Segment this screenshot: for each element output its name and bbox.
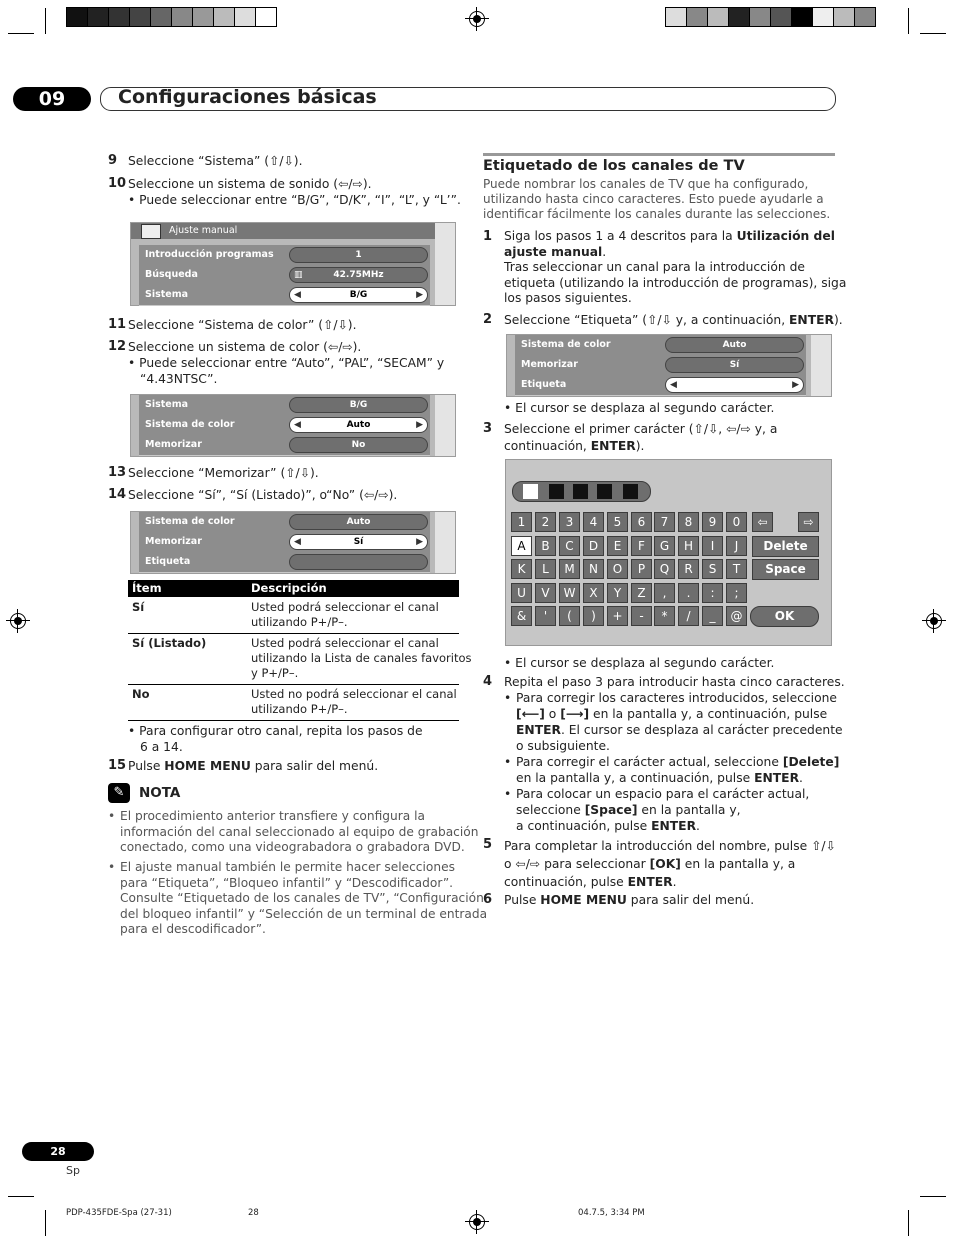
color-bar-right (665, 7, 876, 27)
crop-mark (920, 1196, 946, 1197)
key[interactable]: Q (654, 559, 675, 579)
key[interactable]: H (678, 536, 699, 556)
key[interactable]: R (678, 559, 699, 579)
osd-row[interactable]: Sistema B/G (139, 395, 430, 416)
space-button[interactable]: Space (752, 559, 819, 580)
key[interactable]: ( (559, 606, 580, 626)
key[interactable]: J (726, 536, 747, 556)
key[interactable]: _ (702, 606, 723, 626)
step-text: Seleccione “Sistema de color” (⇧/⇩). (128, 318, 357, 332)
bullet-text: 6 a 14. (140, 740, 183, 754)
key[interactable]: Y (607, 583, 628, 603)
key[interactable]: / (678, 606, 699, 626)
step-number: 5 (483, 837, 493, 852)
chapter-badge: 09 (13, 87, 91, 111)
note-text: El procedimiento anterior transfiere y configura la información del canal seleccionado al equipo de grabación conectado, como una videograbadora o grabadora DVD. (120, 809, 479, 854)
bullet-text: Para corregir el carácter actual, seleccione [Delete] en la pantalla y, a continuación, pulse ENTER. (516, 755, 840, 785)
registration-mark-icon (469, 1214, 485, 1230)
onscreen-keyboard (505, 459, 832, 646)
key[interactable]: 4 (583, 512, 604, 532)
key[interactable]: I (702, 536, 723, 556)
bullet-text: Para corregir los caracteres introducidos, seleccione [⟵] o [⟶] en la pantalla y, a continuación, pulse ENTER. El cursor se desplaza al carácter precedente o subsiguiente. (516, 691, 843, 753)
page-title: Configuraciones básicas (118, 86, 377, 108)
footer-page: 28 (248, 1208, 259, 1218)
registration-mark-icon (469, 11, 485, 27)
crop-mark (908, 8, 909, 34)
key[interactable]: F (631, 536, 652, 556)
key[interactable]: ' (535, 606, 556, 626)
char-slot (573, 484, 588, 499)
step-text: Siga los pasos 1 a 4 descritos para la Utilización del ajuste manual. Tras seleccionar un canal para la introducción de etiqueta (utilizando la introducción de programas), siga los pasos siguientes. (504, 229, 847, 305)
color-bar-left (66, 7, 277, 27)
osd-title-bar (131, 223, 455, 239)
step-number: 1 (483, 229, 493, 244)
key[interactable]: W (559, 583, 580, 603)
right-arrow-icon: ▶ (792, 380, 799, 390)
tuning-icon: ▥ (294, 270, 303, 280)
section-heading: Etiquetado de los canales de TV (483, 158, 745, 174)
key[interactable]: D (583, 536, 604, 556)
step-number: 15 (108, 758, 127, 773)
note-bullet: • (108, 860, 116, 874)
left-arrow-icon[interactable]: ⇦ (752, 512, 773, 532)
step-text: Pulse HOME MENU para salir del menú. (128, 759, 379, 773)
key[interactable]: V (535, 583, 556, 603)
bullet-text: “4.43NTSC”. (140, 372, 218, 386)
left-arrow-icon: ◀ (294, 420, 301, 430)
note-bullet: • (108, 809, 116, 823)
left-arrow-icon: ◀ (294, 537, 301, 547)
osd-row[interactable]: Búsqueda ▥ 42.75MHz (139, 265, 430, 286)
bullet-marker: • (504, 691, 512, 705)
intro-text: Puede nombrar los canales de TV que ha configurado, utilizando hasta cinco caracteres. Esto puede ayudarle a identificar fácilmente los canales durante las selecciones. (483, 177, 831, 221)
footer-date: 04.7.5, 3:34 PM (578, 1208, 645, 1218)
osd-row[interactable]: Memorizar No (139, 435, 430, 456)
step-text: Seleccione “Sí”, “Sí (Listado)”, o“No” (⇦/⇨). (128, 488, 398, 502)
key[interactable]: 7 (654, 512, 675, 532)
key[interactable]: : (702, 583, 723, 603)
osd-row[interactable]: Etiqueta (139, 552, 430, 573)
key[interactable]: . (678, 583, 699, 603)
table-header: Ítem Descripción (128, 580, 459, 597)
key[interactable]: P (631, 559, 652, 579)
crop-mark (8, 33, 34, 34)
step-text: Seleccione el primer carácter (⇧/⇩, ⇦/⇨ y, a continuación, ENTER). (504, 422, 778, 453)
step-number: 4 (483, 674, 493, 689)
osd-title: Ajuste manual (169, 225, 238, 236)
key[interactable]: - (631, 606, 652, 626)
key[interactable]: L (535, 559, 556, 579)
osd-color-system (130, 394, 456, 457)
left-arrow-icon: ◀ (670, 380, 677, 390)
step-number: 12 (108, 339, 127, 354)
note-text: El ajuste manual también le permite hacer selecciones para “Etiqueta”, “Bloqueo infantil” y “Descodificador”. Consulte “Etiquetado de los canales de TV”, “Configuración del bloqueo infantil” y “Selección de un terminal de entrada para el descodificador”. (120, 860, 488, 936)
key[interactable]: X (583, 583, 604, 603)
osd-memorize (130, 511, 456, 574)
key[interactable]: ) (583, 606, 604, 626)
key[interactable]: K (511, 559, 532, 579)
char-slot (523, 484, 538, 499)
step-text: Seleccione un sistema de color (⇦/⇨). (128, 340, 362, 354)
step-text: Seleccione un sistema de sonido (⇦/⇨). (128, 177, 372, 191)
osd-row[interactable]: Memorizar ◀ Sí ▶ (139, 532, 430, 553)
osd-row[interactable]: Sistema de color ◀ Auto ▶ (139, 415, 430, 436)
key[interactable]: 9 (702, 512, 723, 532)
bullet-text: • Puede seleccionar entre “B/G”, “D/K”, “I”, “L”, y “L’”. (128, 193, 461, 207)
section-rule (483, 153, 835, 156)
ok-button[interactable]: OK (750, 606, 819, 627)
osd-row[interactable]: Introducción programas 1 (139, 245, 430, 266)
key[interactable]: ; (726, 583, 747, 603)
delete-button[interactable]: Delete (752, 536, 819, 557)
osd-row[interactable]: Memorizar Sí (515, 355, 806, 376)
step-number: 9 (108, 153, 118, 168)
osd-row[interactable]: Sistema de color Auto (515, 335, 806, 356)
key[interactable]: 1 (511, 512, 532, 532)
key[interactable]: C (559, 536, 580, 556)
key[interactable]: S (702, 559, 723, 579)
tv-icon (141, 224, 161, 239)
key[interactable]: , (654, 583, 675, 603)
bullet-marker: • (504, 787, 512, 801)
right-arrow-icon: ▶ (416, 537, 423, 547)
key[interactable]: 0 (726, 512, 747, 532)
key[interactable]: 6 (631, 512, 652, 532)
key[interactable]: * (654, 606, 675, 626)
osd-row[interactable]: Etiqueta ◀ ▶ (515, 375, 806, 396)
crop-mark (908, 1210, 909, 1236)
bullet-text: • El cursor se desplaza al segundo carácter. (504, 656, 775, 670)
key[interactable]: 8 (678, 512, 699, 532)
crop-mark (45, 1210, 46, 1236)
note-title: NOTA (139, 785, 181, 801)
step-number: 3 (483, 421, 493, 436)
bullet-text: • Puede seleccionar entre “Auto”, “PAL”, “SECAM” y (128, 356, 445, 370)
key[interactable]: & (511, 606, 532, 626)
step-number: 2 (483, 312, 493, 327)
right-arrow-icon: ▶ (416, 290, 423, 300)
pencil-icon: ✎ (108, 783, 130, 803)
step-text: Seleccione “Memorizar” (⇧/⇩). (128, 466, 319, 480)
footer-file: PDP-435FDE-Spa (27-31) (66, 1208, 172, 1218)
osd-label (506, 334, 832, 397)
key[interactable]: A (511, 536, 532, 556)
bullet-text: • El cursor se desplaza al segundo carácter. (504, 401, 775, 415)
bullet-marker: • (504, 755, 512, 769)
key[interactable]: 3 (559, 512, 580, 532)
osd-row[interactable]: Sistema de color Auto (139, 512, 430, 533)
label-input[interactable] (512, 481, 651, 502)
key[interactable]: Z (631, 583, 652, 603)
step-number: 13 (108, 465, 127, 480)
step-text: Para completar la introducción del nombre, pulse ⇧/⇩ o ⇦/⇨ para seleccionar [OK] en la pantalla y, a continuación, pulse ENTER. (504, 839, 836, 889)
key[interactable]: B (535, 536, 556, 556)
right-arrow-icon[interactable]: ⇨ (798, 512, 819, 532)
key[interactable]: E (607, 536, 628, 556)
step-number: 10 (108, 176, 127, 191)
language-tag: Sp (66, 1164, 80, 1177)
key[interactable]: @ (726, 606, 747, 626)
step-number: 6 (483, 892, 493, 907)
crop-mark (45, 8, 46, 34)
crop-mark (920, 33, 946, 34)
osd-row[interactable]: Sistema ◀ B/G ▶ (139, 285, 430, 306)
step-number: 11 (108, 317, 127, 332)
key[interactable]: + (607, 606, 628, 626)
key[interactable]: U (511, 583, 532, 603)
registration-mark-icon (10, 613, 26, 629)
osd-manual-setup (130, 222, 456, 306)
step-number: 14 (108, 487, 127, 502)
page-number-badge: 28 (22, 1142, 94, 1161)
key[interactable]: O (607, 559, 628, 579)
key[interactable]: G (654, 536, 675, 556)
step-text: Pulse HOME MENU para salir del menú. (504, 893, 755, 907)
char-slot (623, 484, 638, 499)
bullet-text: • Para configurar otro canal, repita los pasos de (128, 724, 423, 738)
key[interactable]: N (583, 559, 604, 579)
bullet-text: Para colocar un espacio para el carácter actual, seleccione [Space] en la pantalla y, a continuación, pulse ENTER. (516, 787, 810, 833)
key[interactable]: 2 (535, 512, 556, 532)
step-text: Seleccione “Etiqueta” (⇧/⇩ y, a continuación, ENTER). (504, 313, 843, 327)
char-slot (549, 484, 564, 499)
key[interactable]: 5 (607, 512, 628, 532)
right-arrow-icon: ▶ (416, 420, 423, 430)
registration-mark-icon (926, 613, 942, 629)
left-arrow-icon: ◀ (294, 290, 301, 300)
crop-mark (8, 1196, 34, 1197)
key[interactable]: M (559, 559, 580, 579)
char-slot (597, 484, 612, 499)
step-text: Seleccione “Sistema” (⇧/⇩). (128, 154, 303, 168)
key[interactable]: T (726, 559, 747, 579)
step-text: Repita el paso 3 para introducir hasta cinco caracteres. (504, 675, 845, 689)
